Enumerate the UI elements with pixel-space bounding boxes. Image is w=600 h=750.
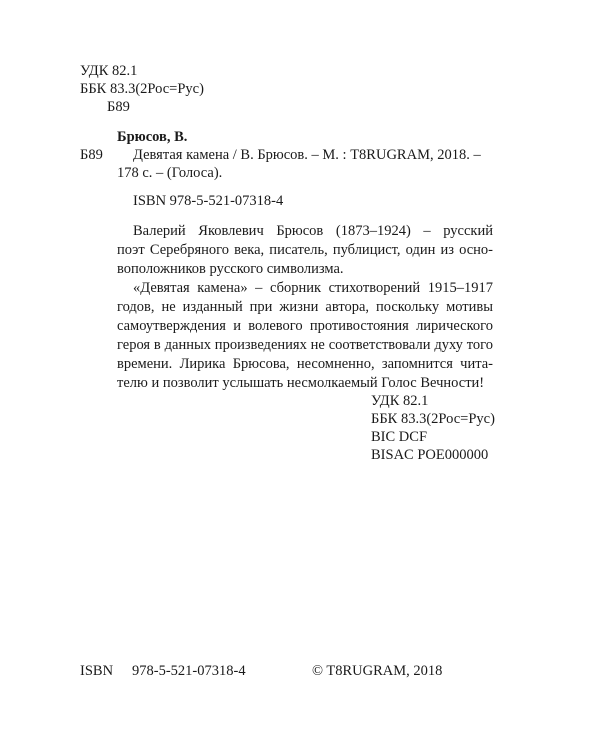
annotation-line: воположников русского символизма. xyxy=(117,261,344,277)
annotation-paragraph-2 xyxy=(117,279,493,393)
annotation-paragraph-1 xyxy=(117,222,493,279)
annotation-line: поэт Серебряного века, писатель, публицист, один из осно- xyxy=(117,242,493,258)
annotation-line: героя в данных произведениях не соответствовали духу того xyxy=(117,337,493,353)
entry-title-line: Девятая камена / В. Брюсов. – М. : T8RUGRAM, 2018. – xyxy=(133,147,481,163)
header-author-sign: Б89 xyxy=(107,99,130,115)
classification-bbk: ББК 83.3(2Рос=Рус) xyxy=(371,411,495,427)
header-bbk: ББК 83.3(2Рос=Рус) xyxy=(80,81,204,97)
annotation-line: телю и позволит услышать несмолкаемый Голос Вечности! xyxy=(117,375,485,391)
annotation-line: «Девятая камена» – сборник стихотворений 1915–1917 xyxy=(133,280,493,296)
entry-isbn: ISBN 978-5-521-07318-4 xyxy=(133,193,284,209)
classification-udk: УДК 82.1 xyxy=(371,393,429,409)
annotation-line: годов, не изданный при жизни автора, поскольку мотивы xyxy=(117,299,493,315)
entry-pages-line: 178 с. – (Голоса). xyxy=(117,165,223,181)
annotation-line: самоутверждения и волевого противостояния лирического xyxy=(117,318,493,334)
footer-copyright: © T8RUGRAM, 2018 xyxy=(312,663,443,679)
entry-author: Брюсов, В. xyxy=(117,129,188,145)
footer-isbn-number: 978-5-521-07318-4 xyxy=(132,663,246,679)
classification-bisac: BISAC POE000000 xyxy=(371,447,489,463)
entry-sign: Б89 xyxy=(80,147,103,163)
annotation-line: Валерий Яковлевич Брюсов (1873–1924) – русский xyxy=(133,223,493,239)
footer-isbn-label: ISBN xyxy=(80,663,114,679)
classification-bic: BIC DCF xyxy=(371,429,428,445)
annotation-line: времени. Лирика Брюсова, несомненно, запомнится чита- xyxy=(117,356,493,372)
header-udk: УДК 82.1 xyxy=(80,63,138,79)
